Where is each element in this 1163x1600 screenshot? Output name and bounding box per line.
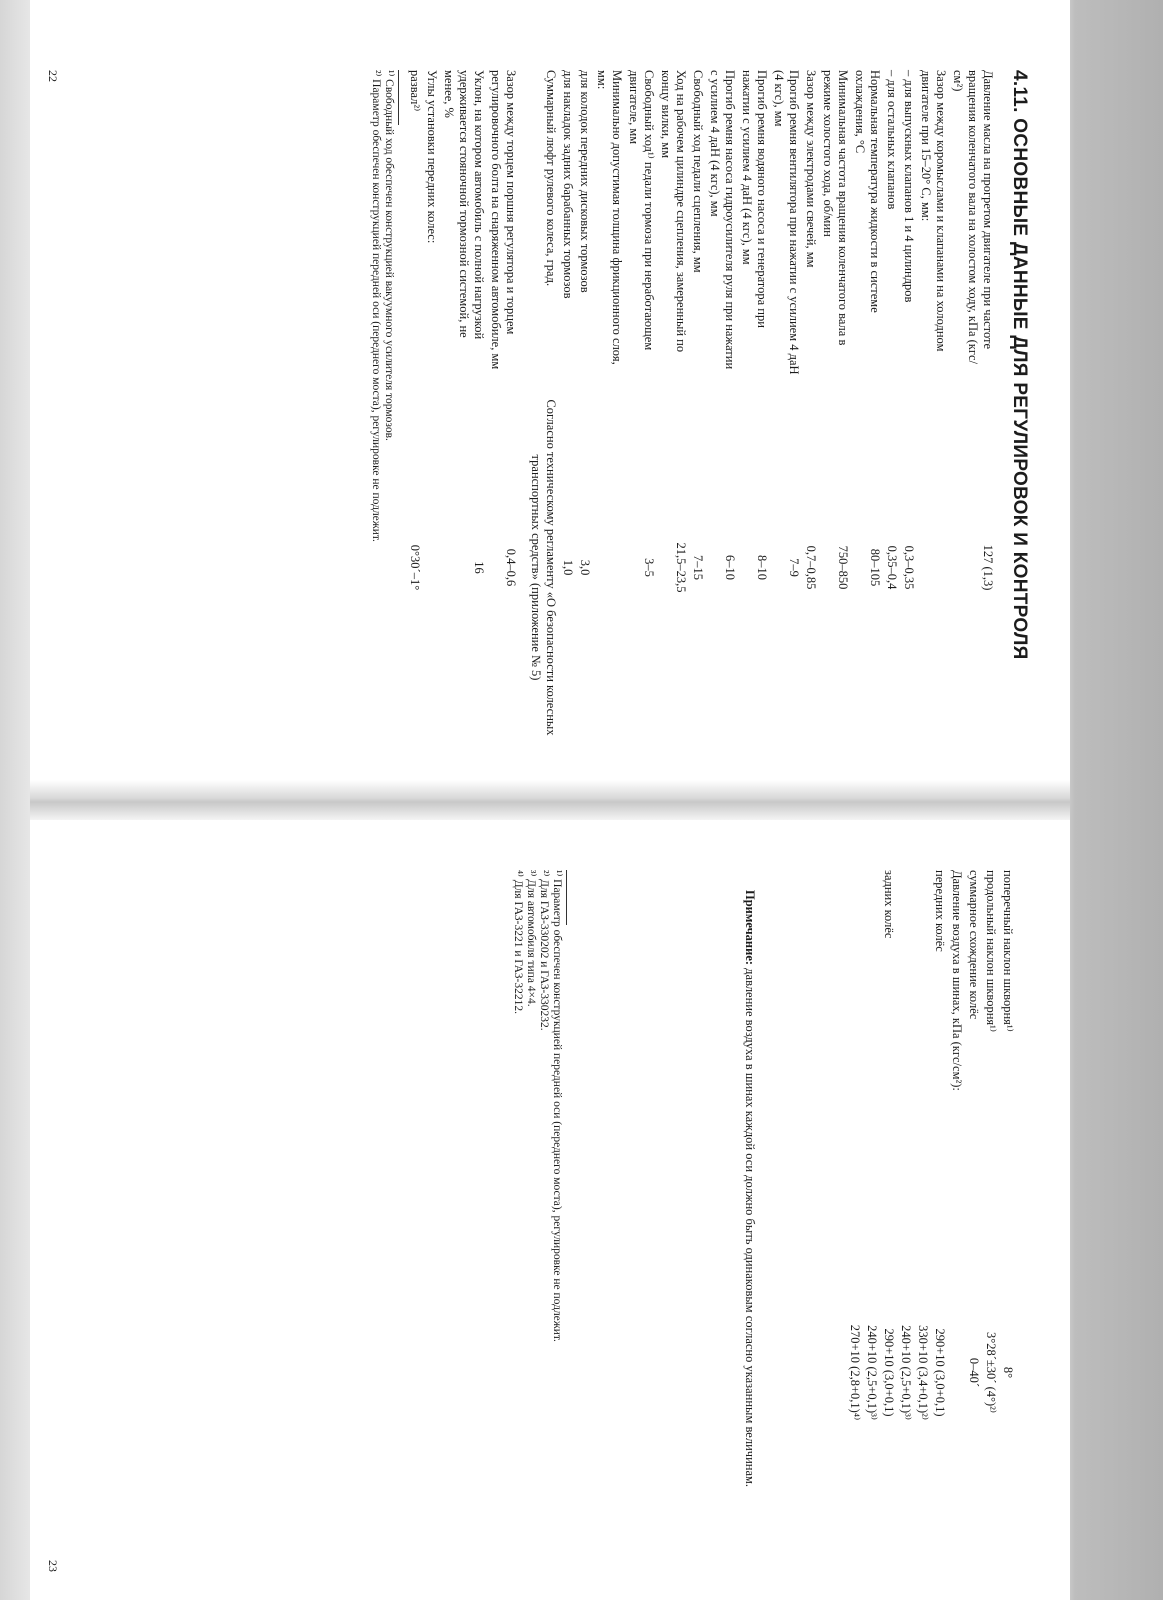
- spec-label: для накладок задних барабанных тормозов: [561, 70, 575, 299]
- spec-label: Уклон, на котором автомобиль с полной нагрузкой удерживается стояночной тормозной системой, не менее, %: [442, 70, 486, 340]
- spec-label: Минимальная частота вращения коленчатого вала в режиме холостого хода, об/мин: [821, 70, 850, 346]
- spec-label: – для выпускных клапанов 1 и 4 цилиндров: [902, 70, 916, 303]
- footnote: ³⁾ Для автомобиля типа 4×4.: [525, 870, 537, 1007]
- spec-label: [847, 870, 862, 1175]
- spec-value: 0,35–0,4: [885, 545, 899, 590]
- right-page: [30, 820, 1070, 1600]
- footnotes-right: [511, 870, 567, 1570]
- spec-value: 0,7–0,85: [804, 545, 818, 590]
- spec-value: 3°28´±30´ (4°)²⁾: [984, 1332, 998, 1413]
- spec-label: Свободный ход¹⁾ педали тормоза при неработающем двигателе, мм: [627, 70, 656, 351]
- footnote: ¹⁾ Параметр обеспечен конструкцией передней оси (переднего моста), регулировке не подлежит.: [551, 870, 563, 1342]
- spec-row: [560, 70, 575, 760]
- spec-label: Прогиб ремня водяного насоса и генератора при нажатии с усилием 4 даН (4 кгс), мм: [740, 70, 769, 328]
- spec-value: 1,0: [561, 559, 575, 576]
- spec-value: 16: [472, 561, 486, 574]
- spec-row: [626, 70, 656, 760]
- section-heading: 4.11. ОСНОВНЫЕ ДАННЫЕ ДЛЯ РЕГУЛИРОВОК И КОНТРОЛЯ: [1009, 70, 1030, 660]
- footnote: ²⁾ Параметр обеспечен конструкцией передней оси (переднего моста), регулировке не подлежит.: [370, 70, 382, 542]
- spec-row: [949, 870, 964, 1570]
- spec-label: [864, 870, 879, 1175]
- spec-label: Суммарный люфт рулевого колеса, град.: [544, 70, 558, 287]
- spec-value: 127 (1,3): [981, 544, 995, 591]
- spec-row: [898, 870, 913, 1570]
- spec-row: [771, 70, 801, 760]
- spec-row: [528, 70, 558, 760]
- spec-row: [707, 70, 737, 760]
- spec-value: 8–10: [755, 555, 769, 580]
- spec-row: [407, 70, 422, 760]
- spec-value: 7–15: [691, 555, 705, 580]
- spec-value: 80–105: [868, 548, 882, 587]
- spec-label: [915, 870, 930, 1175]
- spec-label: передних колёс: [933, 870, 947, 952]
- spec-value: 0°30´–1°: [408, 544, 422, 591]
- spec-row: [803, 70, 818, 760]
- spec-label: для колодок передних дисковых тормозов: [578, 70, 592, 293]
- spec-row: [577, 70, 592, 760]
- spec-label: Прогиб ремня вентилятора при нажатии с усилием 4 даН (4 кгс), мм: [772, 70, 801, 375]
- spec-label: задних колёс: [882, 870, 896, 939]
- spec-row: [884, 70, 899, 760]
- note-label: Примечание:: [743, 890, 757, 966]
- spec-row: [1000, 870, 1015, 1570]
- spec-row: [424, 70, 439, 760]
- spec-value: 8°: [1001, 1366, 1015, 1379]
- spec-value: 330+10 (3,4+0,1)²⁾: [916, 1325, 930, 1420]
- spec-value: 240+10 (2,5+0,1)³⁾: [865, 1325, 879, 1420]
- spec-row: [966, 870, 981, 1570]
- spec-value: 7–9: [787, 558, 801, 577]
- spec-label: Зазор между электродами свечей, мм: [804, 70, 818, 268]
- spec-value: 270+10 (2,8+0,1)⁴⁾: [848, 1324, 862, 1421]
- footnote: ¹⁾ Свободный ход обеспечен конструкцией вакуумного усилителя тормозов.: [383, 70, 395, 441]
- spec-row: [918, 70, 948, 760]
- spec-value: 290+10 (3,0+0,1): [882, 1328, 896, 1417]
- spec-label: Зазор между торцем поршня регулятора и торцем регулировочного болта на снаряженном автомобиле, мм: [489, 70, 518, 370]
- note-paragraph: [742, 870, 757, 1570]
- spec-table-left: [369, 70, 995, 760]
- spec-row: [441, 70, 486, 760]
- spec-value: 0–40´: [967, 1357, 981, 1388]
- footnote: ⁴⁾ Для ГАЗ-3221 и ГАЗ-32212.: [512, 870, 524, 1014]
- spec-row: [690, 70, 705, 760]
- spec-label: Давление воздуха в шинах, кПа (кгс/см²):: [950, 870, 964, 1091]
- spec-label: поперечный наклон шкворня¹⁾: [1001, 870, 1015, 1032]
- spec-value: 0,3–0,35: [902, 545, 916, 590]
- spec-label: Ход на рабочем цилиндре сцепления, замеренный по концу вилки, мм: [659, 70, 688, 353]
- spec-label: – для остальных клапанов: [885, 70, 899, 210]
- spec-row: [658, 70, 688, 760]
- spec-value: 290+10 (3,0+0,1): [933, 1328, 947, 1417]
- spec-row: [820, 70, 850, 760]
- spec-label: продольный наклон шкворня¹⁾: [984, 870, 998, 1032]
- spec-row: [847, 870, 862, 1570]
- spec-value: 6–10: [723, 555, 737, 580]
- page-number: 23: [46, 1560, 60, 1572]
- spec-row: [864, 870, 879, 1570]
- spec-value: Согласно техническому регламенту «О безопасности колесных транспортных средств» (приложение № 5): [529, 399, 558, 736]
- spec-value: 3–5: [642, 558, 656, 577]
- spec-label: суммарное схождение колёс: [967, 870, 981, 1020]
- spec-value: 21,5–23,5: [674, 542, 688, 593]
- spec-label: Свободный ход педали сцепления, мм: [691, 70, 705, 273]
- spec-value: [949, 1175, 964, 1570]
- spec-row: [932, 870, 947, 1570]
- spec-value: 3,0: [578, 559, 592, 576]
- footnote-rule: [398, 70, 399, 125]
- spec-label: [898, 870, 913, 1175]
- spec-value: 240+10 (2,5+0,1)³⁾: [899, 1325, 913, 1420]
- spec-value: [594, 375, 624, 760]
- spec-value: [424, 375, 439, 760]
- spec-value: 750–850: [836, 545, 850, 590]
- spec-row: [852, 70, 882, 760]
- spec-label: Зазор между коромыслами и клапанами на холодном двигателе при 15–20° С, мм:: [919, 70, 948, 352]
- spec-value: 0,4–0,6: [504, 548, 518, 587]
- page-number: 22: [46, 70, 60, 82]
- spec-label: развал²⁾: [408, 70, 422, 112]
- footnote: ²⁾ Для ГАЗ-330202 и ГАЗ-330232.: [538, 870, 550, 1031]
- footnote-rule: [566, 870, 567, 925]
- left-page: [30, 0, 1070, 780]
- spec-row: [739, 70, 769, 760]
- spec-row: [901, 70, 916, 760]
- spec-row: [594, 70, 624, 760]
- spec-row: [488, 70, 518, 760]
- spec-value: [918, 375, 948, 760]
- book-spread: [30, 0, 1070, 1600]
- spec-row: [950, 70, 995, 760]
- spec-row: [983, 870, 998, 1570]
- book-gutter: [30, 780, 1070, 820]
- spec-label: Нормальная температура жидкости в системе охлаждения, °С: [853, 70, 882, 313]
- note-text: давление воздуха в шинах каждой оси должно быть одинаковым согласно указанным величинам.: [743, 968, 757, 1488]
- spec-label: Минимально допустимая толщина фрикционного слоя, мм:: [595, 70, 624, 365]
- spec-table-right: [511, 870, 1015, 1570]
- spec-row: [915, 870, 930, 1570]
- spec-row: [881, 870, 896, 1570]
- spec-label: Давление масла на прогретом двигателе при частоте вращения коленчатого вала на холостом ходу, кПа (кгс/см²): [951, 70, 995, 365]
- spec-label: Углы установки передних колес:: [425, 70, 439, 244]
- spec-label: Прогиб ремня насоса гидроусилителя руля при нажатии с усилием 4 даН (4 кгс), мм: [708, 70, 737, 370]
